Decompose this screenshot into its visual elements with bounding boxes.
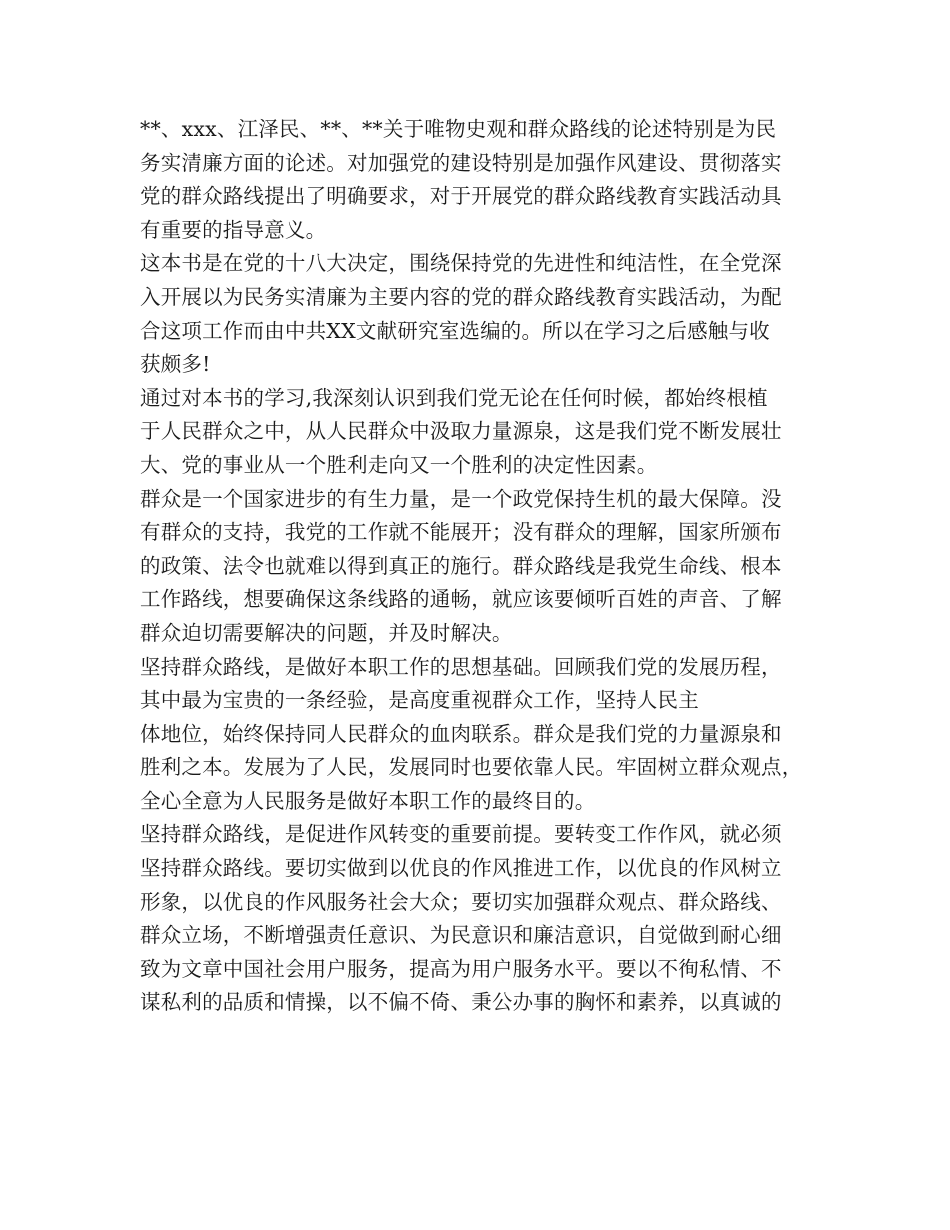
text-line: 务实清廉方面的论述。对加强党的建设特别是加强作风建设、贯彻落实	[140, 150, 782, 175]
text-line: **、xxx、江泽民、**、**关于唯物史观和群众路线的论述特别是为民	[140, 117, 777, 141]
text-line: 群众迫切需要解决的问题，并及时解决。	[140, 620, 513, 645]
text-line: 坚持群众路线。要切实做到以优良的作风推进工作，以优良的作风树立	[140, 856, 782, 881]
text-line: 胜利之本。发展为了人民，发展同时也要依靠人民。牢固树立群众观点，	[140, 755, 803, 780]
text-line: 党的群众路线提出了明确要求，对于开展党的群众路线教育实践活动具	[140, 184, 782, 209]
text-line: 这本书是在党的十八大决定，围绕保持党的先进性和纯洁性，在全党深	[140, 251, 782, 276]
text-line: 其中最为宝贵的一条经验，是高度重视群众工作，坚持人民主	[140, 688, 699, 713]
document-body	[140, 113, 840, 1020]
text-line: 全心全意为人民服务是做好本职工作的最终目的。	[140, 788, 596, 813]
text-line: 体地位，始终保持同人民群众的血肉联系。群众是我们党的力量源泉和	[140, 721, 782, 746]
text-line: 于人民群众之中，从人民群众中汲取力量源泉，这是我们党不断发展壮	[140, 419, 782, 444]
text-line: 群众是一个国家进步的有生力量，是一个政党保持生机的最大保障。没	[140, 486, 782, 511]
text-line: 工作路线，想要确保这条线路的通畅，就应该要倾听百姓的声音、了解	[140, 587, 782, 612]
text-line: 获颇多!	[140, 352, 211, 377]
text-line: 合这项工作而由中共XX文献研究室选编的。所以在学习之后感触与收	[140, 318, 770, 343]
text-line: 致为文章中国社会用户服务，提高为用户服务水平。要以不徇私情、不	[140, 956, 782, 981]
text-line: 有重要的指导意义。	[140, 217, 327, 242]
text-line: 谋私利的品质和情操，以不偏不倚、秉公办事的胸怀和素养，以真诚的	[140, 990, 782, 1015]
text-line: 入开展以为民务实清廉为主要内容的党的群众路线教育实践活动，为配	[140, 284, 782, 309]
text-line: 大、党的事业从一个胜利走向又一个胜利的决定性因素。	[140, 452, 658, 477]
text-line: 通过对本书的学习,我深刻认识到我们党无论在任何时候，都始终根植	[140, 385, 768, 410]
text-line: 有群众的支持，我党的工作就不能展开；没有群众的理解，国家所颁布	[140, 520, 782, 545]
text-line: 的政策、法令也就难以得到真正的施行。群众路线是我党生命线、根本	[140, 553, 782, 578]
text-line: 群众立场，不断增强责任意识、为民意识和廉洁意识，自觉做到耐心细	[140, 923, 782, 948]
text-line: 形象，以优良的作风服务社会大众；要切实加强群众观点、群众路线、	[140, 889, 782, 914]
text-line: 坚持群众路线，是做好本职工作的思想基础。回顾我们党的发展历程，	[140, 654, 782, 679]
text-line: 坚持群众路线，是促进作风转变的重要前提。要转变工作作风，就必须	[140, 822, 782, 847]
